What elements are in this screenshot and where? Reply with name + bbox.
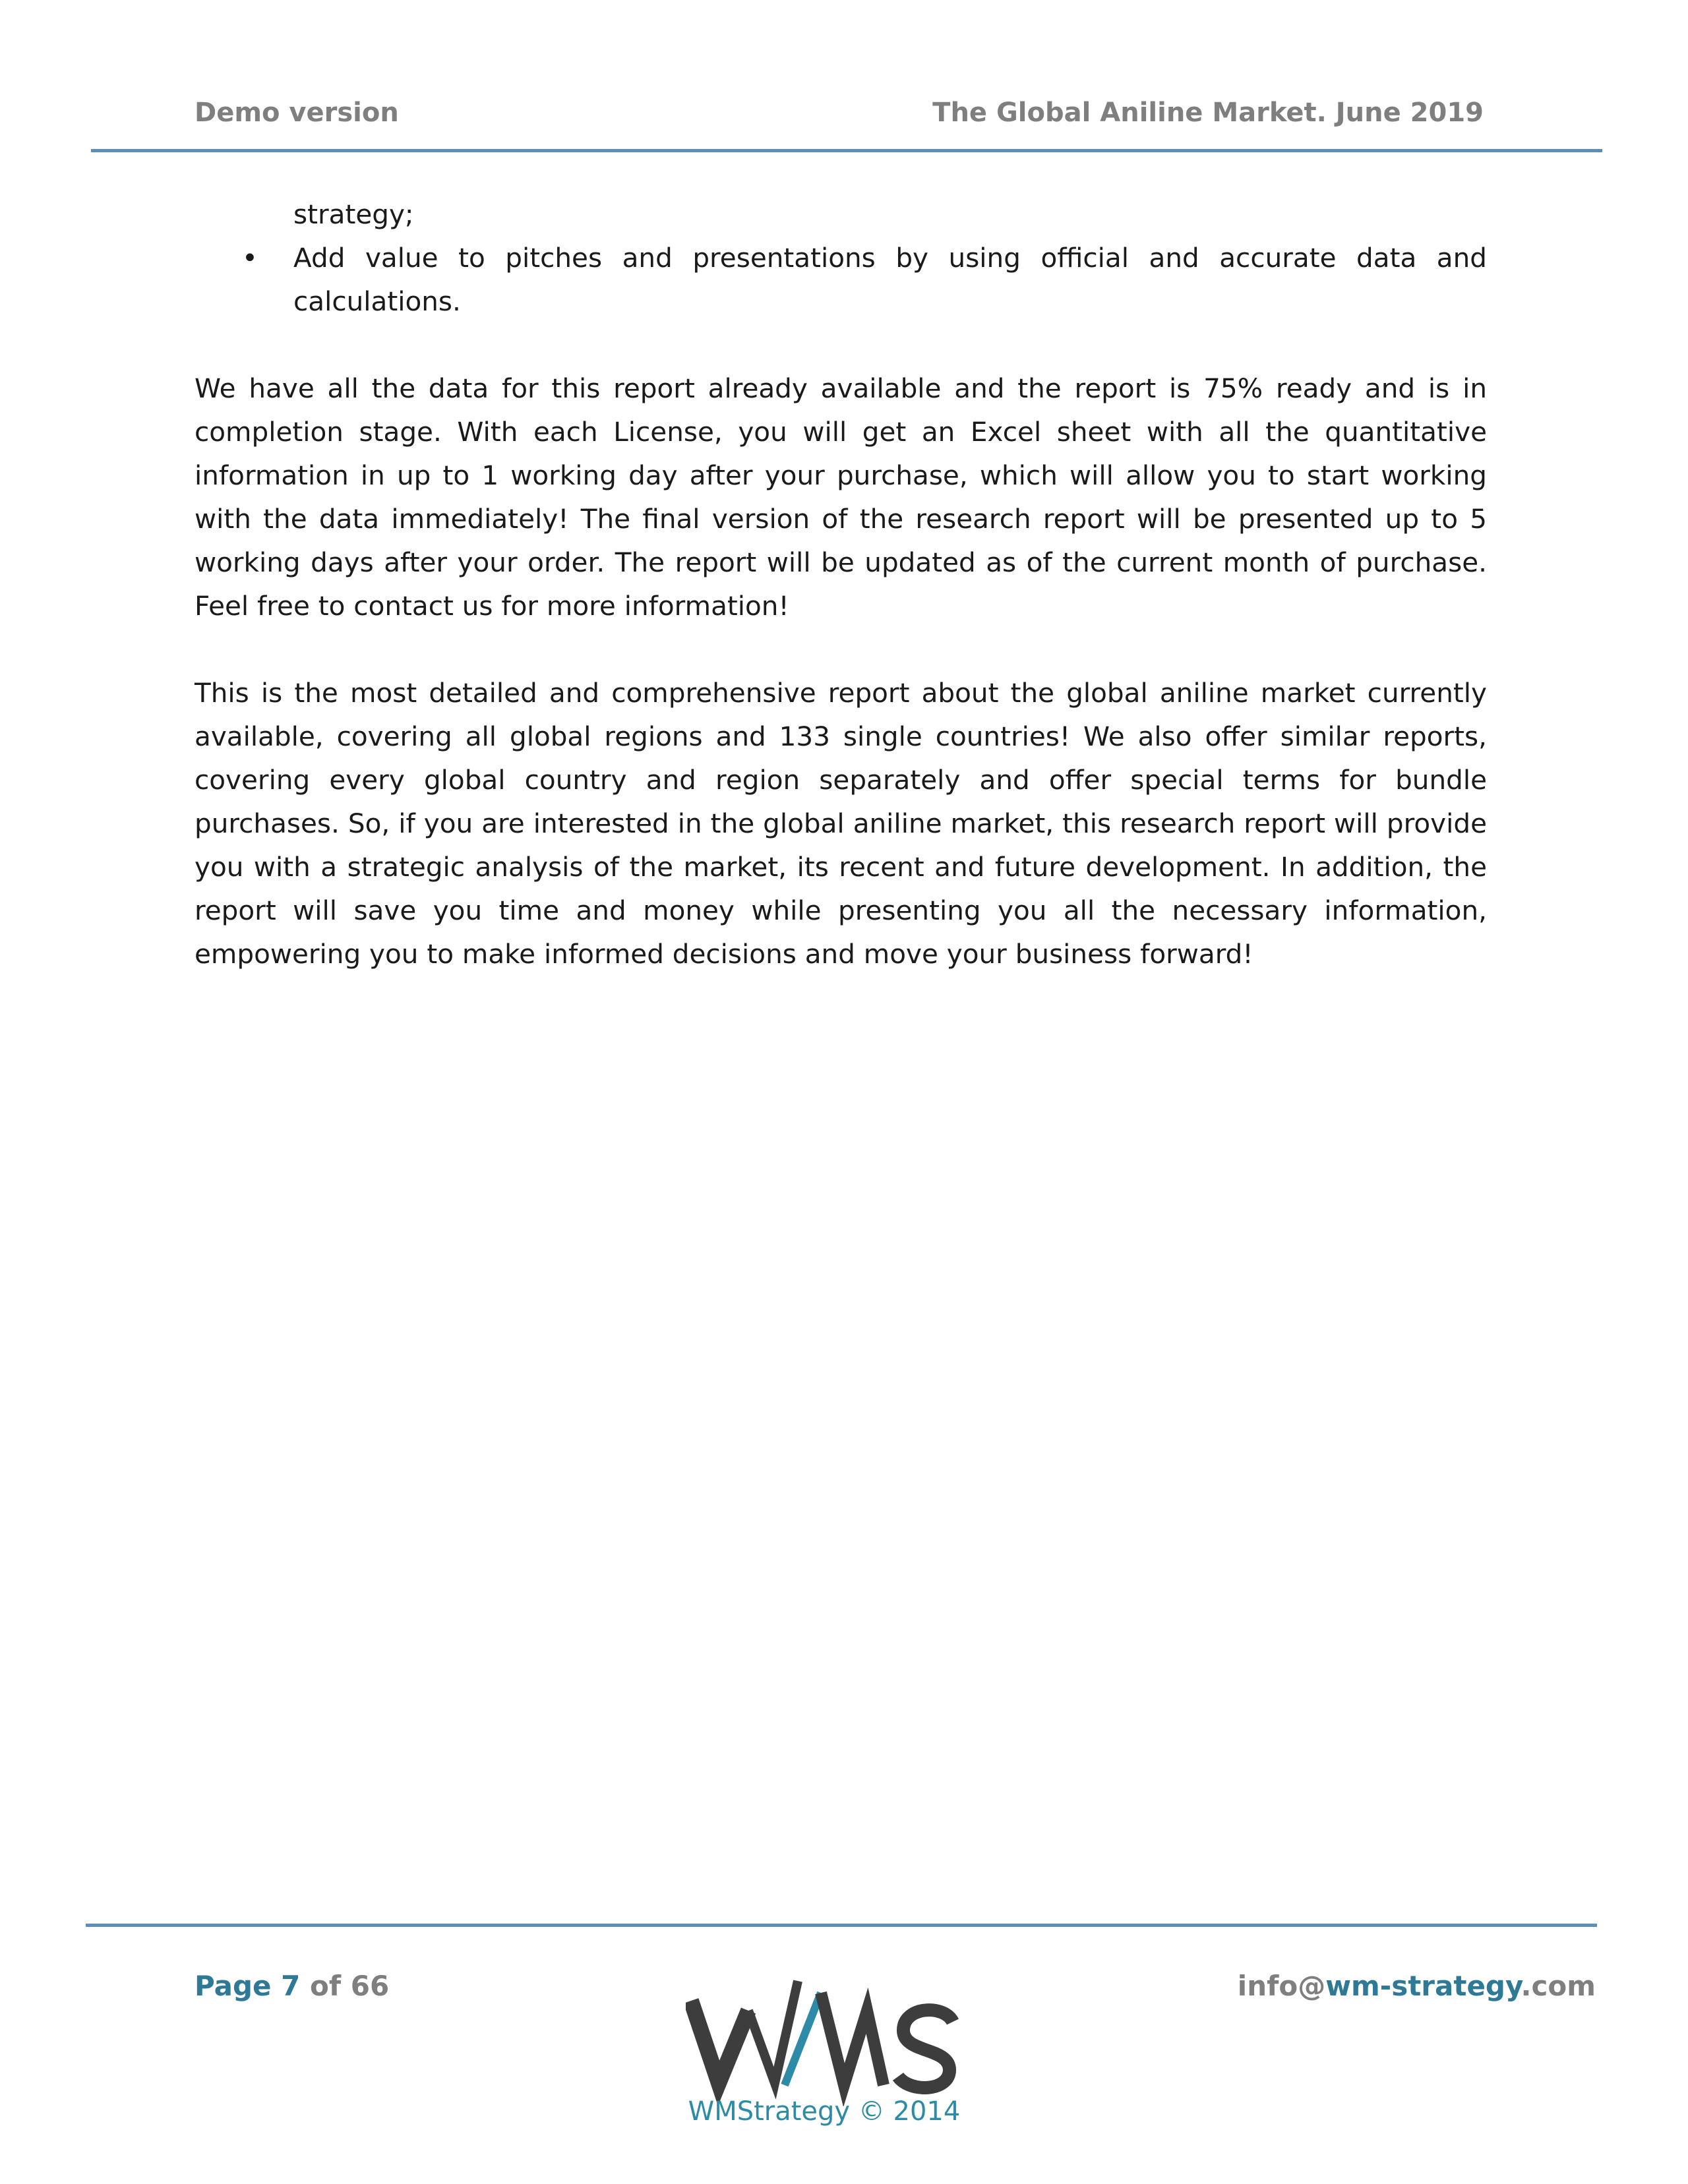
footer-divider bbox=[86, 1924, 1597, 1927]
email-tld: .com bbox=[1521, 1970, 1596, 2002]
paragraph-availability: We have all the data for this report already available and the report is 75% ready and is in completion stage. With each License, you will get an Excel sheet with all the quantitative information in up to 1 working day after your purchase, which will allow you to start working with the data immediately! The final version of the research report will be presented up to 5 working days after your order. The report will be updated as of the current month of purchase. Feel free to contact us for more information! bbox=[195, 372, 1487, 622]
page-of: of bbox=[310, 1970, 342, 2002]
email-domain: wm-strategy bbox=[1325, 1970, 1521, 2002]
header-report-title: The Global Aniline Market. June 2019 bbox=[932, 98, 1484, 128]
header-demo-label: Demo version bbox=[195, 98, 399, 128]
contact-email[interactable] bbox=[1238, 1970, 1596, 2002]
wms-logo-icon bbox=[686, 1974, 963, 2106]
paragraph-report-description: This is the most detailed and comprehensive report about the global aniline market currently available, covering all global regions and 133 single countries! We also offer similar reports, covering every global country and region separately and offer special terms for bundle purchases. So, if you are interested in the global aniline market, this research report will provide you with a strategic analysis of the market, its recent and future development. In addition, the report will save you time and money while presenting you all the necessary information, empowering you to make informed decisions and move your business forward! bbox=[195, 677, 1487, 970]
list-item bbox=[195, 236, 1487, 323]
page-label: Page bbox=[195, 1970, 272, 2002]
page-body bbox=[195, 192, 1487, 976]
list-item-text: Add value to pitches and presentations by using official and accurate data and calculations. bbox=[293, 242, 1487, 317]
list-item-continuation: strategy; bbox=[293, 198, 414, 230]
page-number bbox=[195, 1970, 389, 2002]
email-user: info@ bbox=[1237, 1970, 1326, 2002]
bullet-icon: • bbox=[242, 242, 258, 274]
page-total: 66 bbox=[350, 1970, 390, 2002]
page-header bbox=[195, 98, 1484, 137]
header-divider bbox=[91, 149, 1602, 152]
copyright-notice: WMStrategy © 2014 bbox=[688, 2096, 961, 2127]
page-current: 7 bbox=[281, 1970, 301, 2002]
